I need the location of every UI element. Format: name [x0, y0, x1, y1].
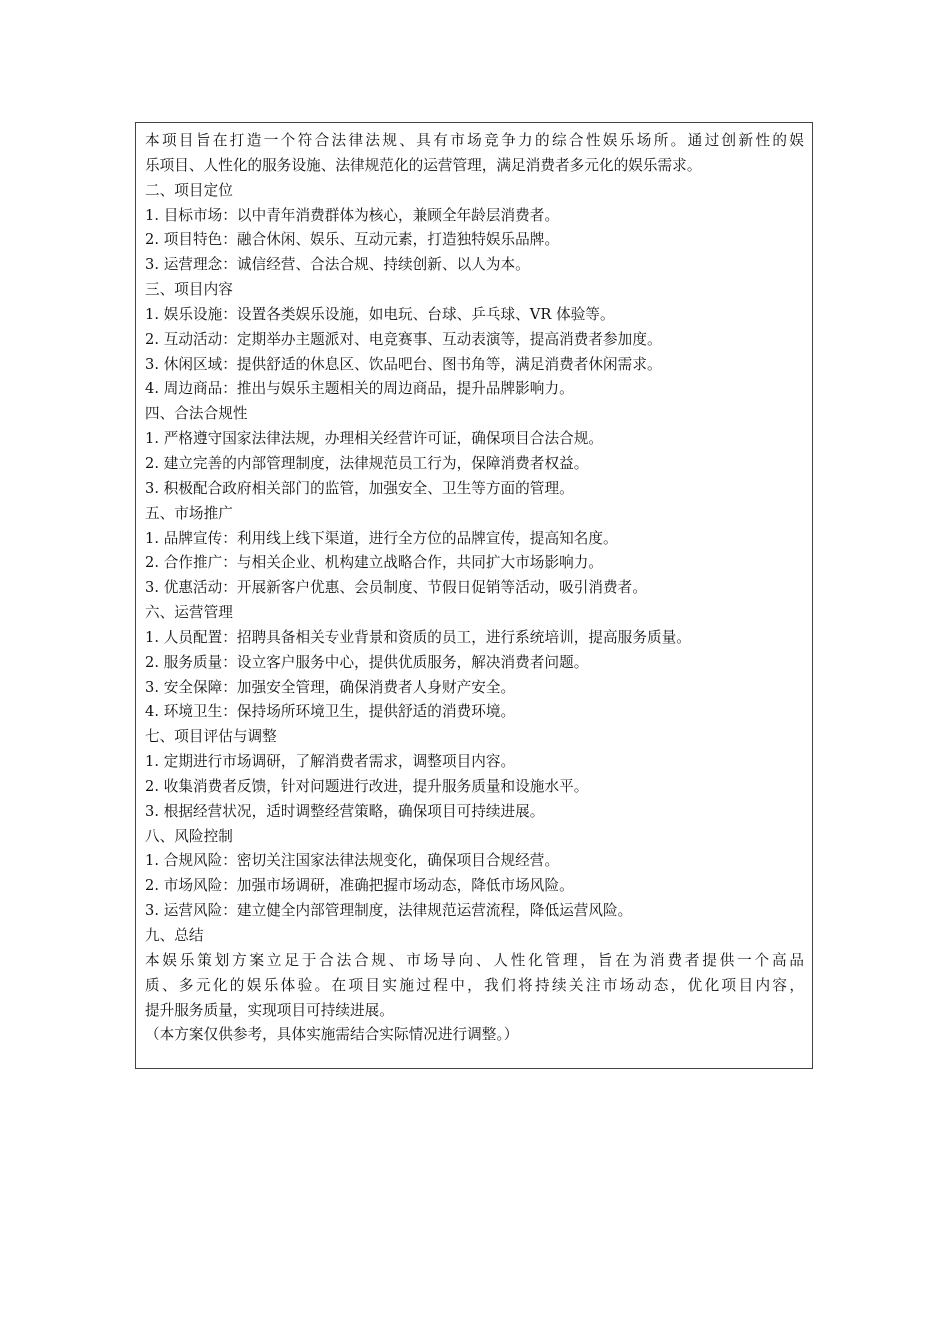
document-line: 3. 安全保障：加强安全管理，确保消费者人身财产安全。	[145, 678, 516, 696]
document-line: 1. 品牌宣传：利用线上线下渠道，进行全方位的品牌宣传，提高知名度。	[145, 529, 618, 547]
document-line: 3. 根据经营状况，适时调整经营策略，确保项目可持续进展。	[145, 802, 545, 820]
document-line: 4. 周边商品：推出与娱乐主题相关的周边商品，提升品牌影响力。	[145, 380, 574, 398]
document-line: 2. 服务质量：设立客户服务中心，提供优质服务，解决消费者问题。	[145, 653, 589, 671]
document-line: 3. 运营风险：建立健全内部管理制度，法律规范运营流程，降低运营风险。	[145, 902, 633, 920]
document-line: 四、合法合规性	[145, 405, 248, 423]
document-line: 本娱乐策划方案立足于合法合规、市场导向、人性化管理，旨在为消费者提供一个高品	[145, 951, 804, 969]
document-line: 质、多元化的娱乐体验。在项目实施过程中，我们将持续关注市场动态，优化项目内容，	[145, 976, 804, 994]
document-line: 1. 人员配置：招聘具备相关专业背景和资质的员工，进行系统培训，提高服务质量。	[145, 628, 691, 646]
document-line: 3. 优惠活动：开展新客户优惠、会员制度、节假日促销等活动，吸引消费者。	[145, 579, 647, 597]
document-line: 2. 项目特色：融合休闲、娱乐、互动元素，打造独特娱乐品牌。	[145, 231, 560, 249]
document-line: 五、市场推广	[145, 504, 233, 522]
document-line: 1. 目标市场：以中青年消费群体为核心，兼顾全年龄层消费者。	[145, 206, 560, 224]
document-line: 提升服务质量，实现项目可持续进展。	[145, 1001, 394, 1019]
document-line: 乐项目、人性化的服务设施、法律规范化的运营管理，满足消费者多元化的娱乐需求。	[145, 156, 702, 174]
document-line: 三、项目内容	[145, 281, 233, 299]
document-box	[135, 122, 813, 1069]
document-line: 2. 互动活动：定期举办主题派对、电竞赛事、互动表演等，提高消费者参加度。	[145, 330, 662, 348]
document-line: 1. 严格遵守国家法律法规，办理相关经营许可证，确保项目合法合规。	[145, 430, 604, 448]
document-line: 九、总结	[145, 927, 204, 944]
document-line: 二、项目定位	[145, 181, 233, 199]
document-line: 八、风险控制	[145, 827, 233, 845]
document-line: （本方案仅供参考，具体实施需结合实际情况进行调整。）	[145, 1026, 519, 1044]
document-line: 2. 市场风险：加强市场调研，准确把握市场动态，降低市场风险。	[145, 877, 574, 895]
document-line: 1. 合规风险：密切关注国家法律法规变化，确保项目合规经营。	[145, 852, 560, 870]
document-line: 2. 建立完善的内部管理制度，法律规范员工行为，保障消费者权益。	[145, 454, 589, 472]
document-line: 1. 定期进行市场调研，了解消费者需求，调整项目内容。	[145, 753, 516, 771]
document-line: 六、运营管理	[145, 604, 233, 622]
document-line: 七、项目评估与调整	[145, 728, 277, 746]
document-line: 本项目旨在打造一个符合法律法规、具有市场竞争力的综合性娱乐场所。通过创新性的娱	[145, 132, 804, 149]
document-line: 2. 收集消费者反馈，针对问题进行改进，提升服务质量和设施水平。	[145, 777, 589, 795]
document-line: 1. 娱乐设施：设置各类娱乐设施，如电玩、台球、乒乓球、VR 体验等。	[145, 305, 615, 323]
document-line: 3. 积极配合政府相关部门的监管，加强安全、卫生等方面的管理。	[145, 479, 574, 497]
document-line: 3. 休闲区域：提供舒适的休息区、饮品吧台、图书角等，满足消费者休闲需求。	[145, 355, 662, 373]
document-line: 2. 合作推广：与相关企业、机构建立战略合作，共同扩大市场影响力。	[145, 554, 604, 572]
document-line: 4. 环境卫生：保持场所环境卫生，提供舒适的消费环境。	[145, 703, 516, 721]
document-line: 3. 运营理念：诚信经营、合法合规、持续创新、以人为本。	[145, 256, 530, 274]
